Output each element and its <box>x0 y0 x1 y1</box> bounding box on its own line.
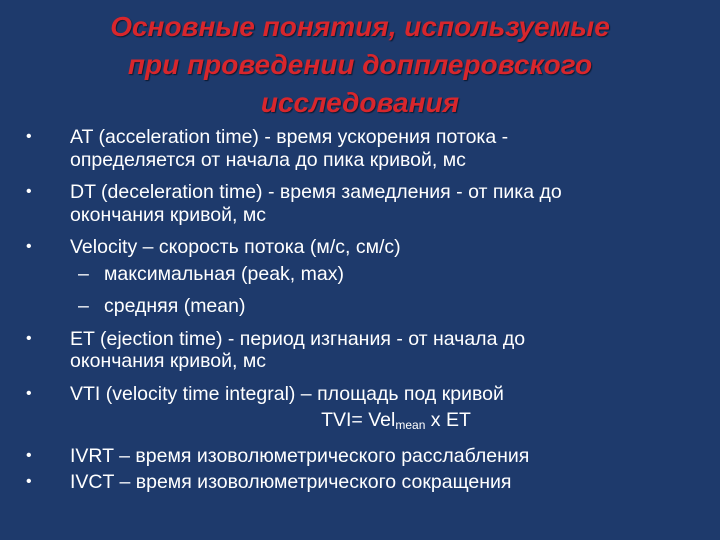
bullet-icon: • <box>26 238 32 255</box>
dash-icon: – <box>78 262 89 285</box>
bullet-icon: • <box>26 384 32 402</box>
list-item-text: окончания кривой, мс <box>70 203 266 226</box>
list-item-text: Velocity – скорость потока (м/с, см/с) <box>70 236 401 258</box>
list-item-text: IVRT – время изоволюметрического расслабления <box>70 444 530 467</box>
dash-icon: – <box>78 295 89 317</box>
list-item-dt <box>26 181 706 226</box>
bullet-list <box>26 126 706 498</box>
bullet-icon: • <box>26 473 32 490</box>
list-item-text: ET (ejection time) - период изгнания - от начала до <box>70 327 526 350</box>
list-item-et <box>26 328 706 373</box>
title-line-3: исследования <box>260 87 460 118</box>
list-item-text: VTI (velocity time integral) – площадь под кривой <box>70 382 504 405</box>
list-item-text: определяется от начала до пика кривой, мс <box>70 148 466 171</box>
sub-item-peak <box>26 263 706 286</box>
list-item-vti <box>26 383 706 406</box>
list-item-ivrt <box>26 445 706 468</box>
list-item-text: окончания кривой, мс <box>70 350 266 372</box>
bullet-icon: • <box>26 183 32 200</box>
sub-item-text: максимальная (peak, max) <box>104 262 344 285</box>
title-line-1: Основные понятия, используемые <box>110 11 610 42</box>
bullet-icon: • <box>26 128 32 145</box>
slide-title <box>40 8 680 122</box>
formula-left: TVI= Vel <box>321 409 396 431</box>
title-line-2: при проведении допплеровского <box>127 49 593 80</box>
list-item-at <box>26 126 706 171</box>
sub-item-mean <box>26 295 706 318</box>
sub-item-text: средняя (mean) <box>104 295 246 317</box>
bullet-icon: • <box>26 329 32 347</box>
list-item-ivct <box>26 471 706 494</box>
list-item-text: IVCT – время изоволюметрического сокращения <box>70 471 512 493</box>
formula-subscript: mean <box>395 418 426 432</box>
bullet-icon: • <box>26 446 32 464</box>
formula <box>26 409 706 437</box>
formula-right: x ET <box>425 409 471 431</box>
list-item-velocity <box>26 236 706 259</box>
list-item-text: DT (deceleration time) - время замедления - от пика до <box>70 181 562 203</box>
list-item-text: AT (acceleration time) - время ускорения потока - <box>70 126 509 148</box>
